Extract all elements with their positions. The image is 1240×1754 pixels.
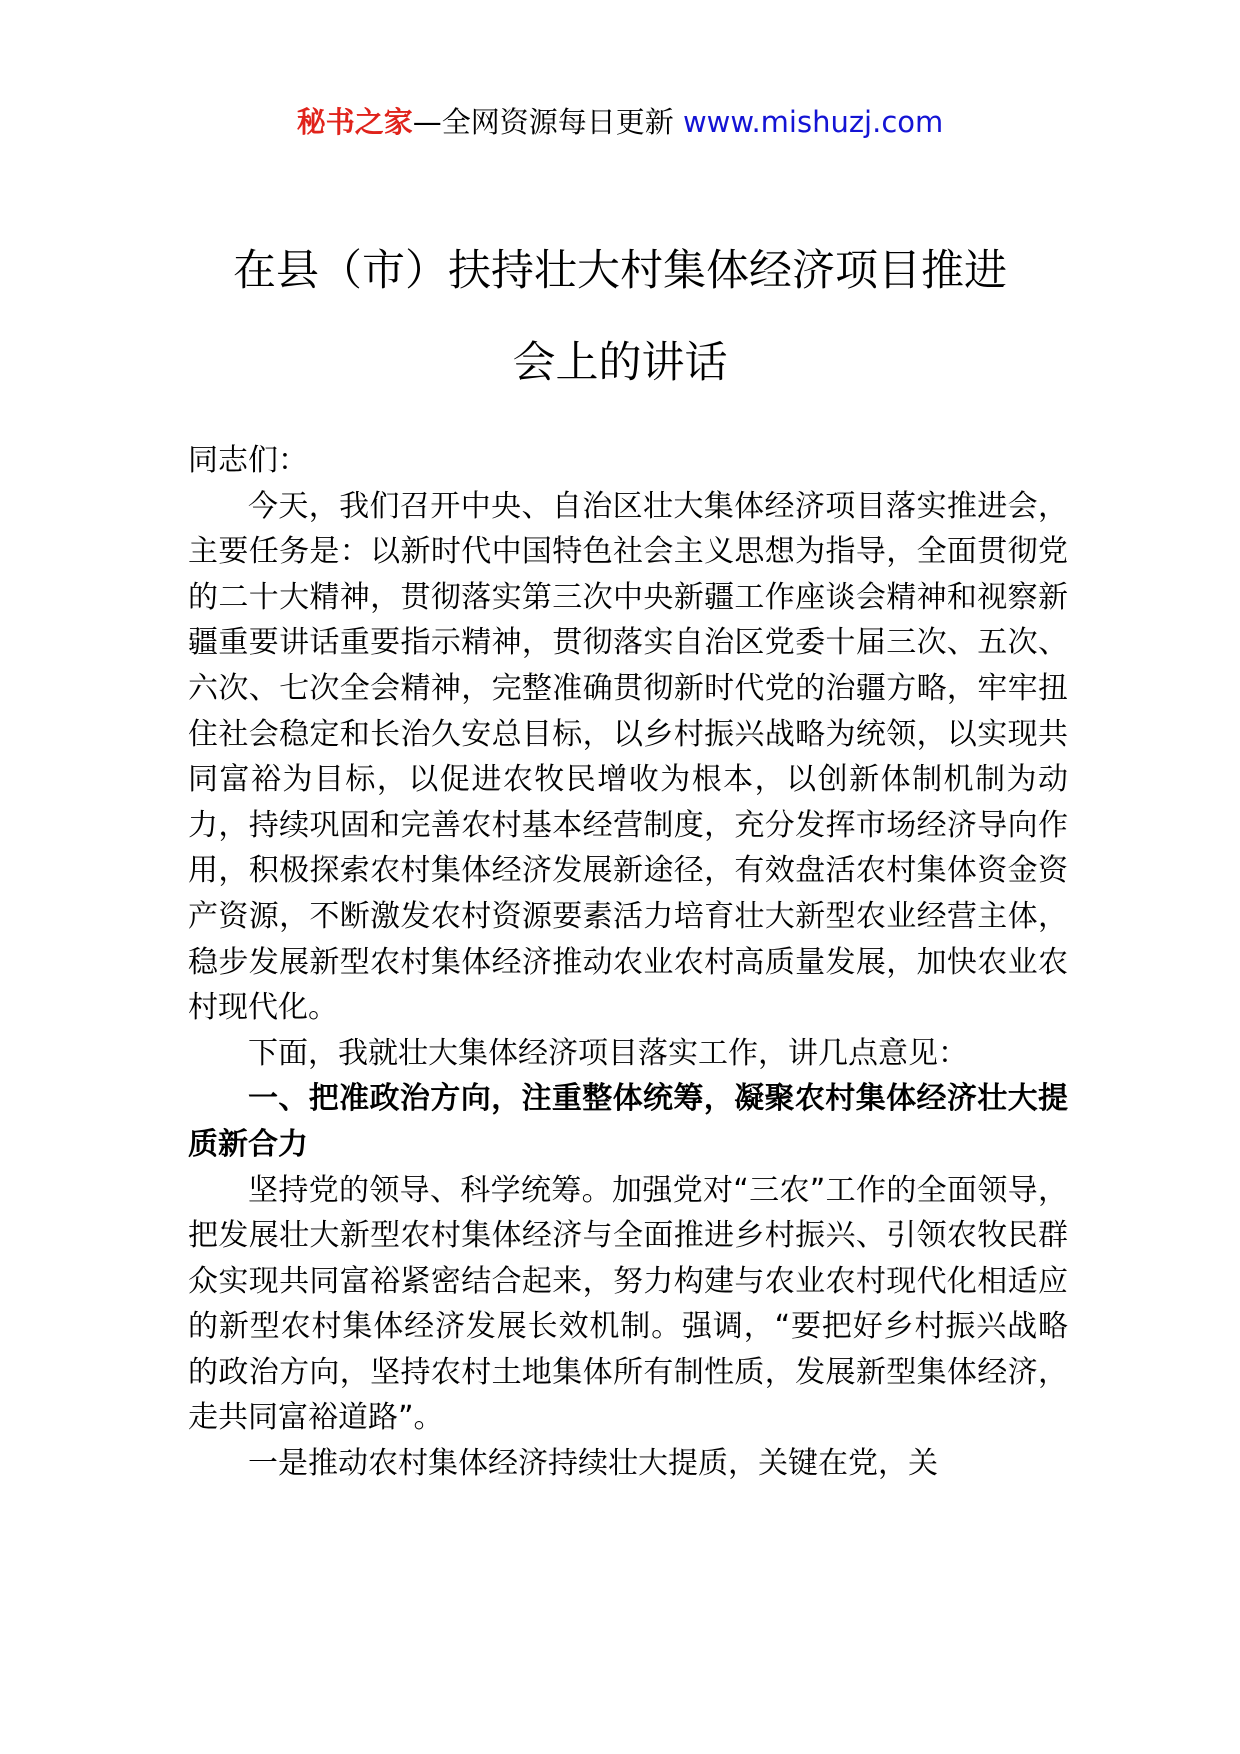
site-header (0, 100, 1240, 144)
brand-name: 秘书之家 (296, 105, 413, 139)
paragraph-intro: 今天，我们召开中央、自治区壮大集体经济项目落实推进会，主要任务是：以新时代中国特色社会主义思想为指导，全面贯彻党的二十大精神，贯彻落实第三次中央新疆工作座谈会精神和视察新疆重要讲话重要指示精神，贯彻落实自治区党委十届三次、五次、六次、七次全会精神，完整准确贯彻新时代党的治疆方略，牢牢扭住社会稳定和长治久安总目标，以乡村振兴战略为统领，以实现共同富裕为目标，以促进农牧民增收为根本，以创新体制机制为动力，持续巩固和完善农村基本经营制度，充分发挥市场经济导向作用，积极探索农村集体经济发展新途径，有效盘活农村集体资金资产资源，不断激发农村资源要素活力培育壮大新型农业经营主体，稳步发展新型农村集体经济推动农业农村高质量发展，加快农业农村现代化。 (188, 488, 1068, 1026)
paragraph-section-1: 坚持党的领导、科学统筹。加强党对“三农”工作的全面领导，把发展壮大新型农村集体经济与全面推进乡村振兴、引领农牧民群众实现共同富裕紧密结合起来，努力构建与农业农村现代化相适应的新型农村集体经济发展长效机制。强调，“要把好乡村振兴战略的政治方向，坚持农村土地集体所有制性质，发展新型集体经济，走共同富裕道路”。 (188, 1172, 1068, 1436)
section-heading-1: 一、把准政治方向，注重整体统筹，凝聚农村集体经济壮大提质新合力 (188, 1081, 1068, 1162)
document-body (188, 438, 1068, 1487)
site-url-link[interactable]: www.mishuzj.com (682, 105, 944, 139)
title-line-1: 在县（市）扶持壮大村集体经济项目推进 (233, 246, 1007, 296)
salutation: 同志们： (188, 443, 308, 478)
paragraph-transition: 下面，我就壮大集体经济项目落实工作，讲几点意见： (248, 1035, 968, 1071)
title-line-2: 会上的讲话 (512, 338, 728, 388)
document-title (0, 225, 1240, 409)
paragraph-point-1: 一是推动农村集体经济持续壮大提质，关键在党，关 (248, 1446, 938, 1482)
header-tagline: —全网资源每日更新 (412, 105, 683, 139)
